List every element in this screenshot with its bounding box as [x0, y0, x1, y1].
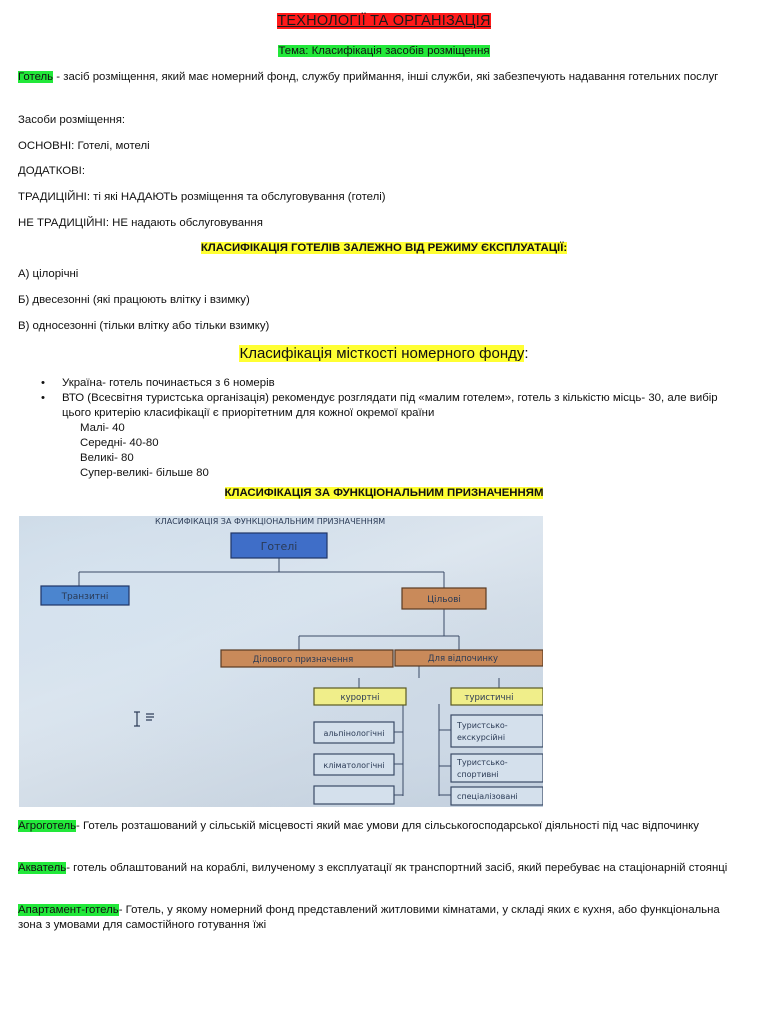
capacity-heading-colon: : — [524, 345, 529, 362]
size-super-large: Супер-великі- більше 80 — [80, 467, 209, 479]
diagram-climate-label: кліматологічні — [323, 761, 385, 770]
definition-text: - Готель розташований у сільській місцевості який має умови для сільськогосподарської діяльності під час відпочинку — [76, 820, 699, 832]
size-small: Малі- 40 — [80, 422, 125, 434]
diagram-root-label: Готелі — [260, 540, 298, 553]
hotel-definition-text: - засіб розміщення, який має номерний фонд, службу приймання, інші служби, які забезпечують надавання готельних послуг — [53, 71, 719, 83]
diagram-resort-label: курортні — [340, 693, 380, 703]
hotel-definition — [18, 70, 733, 85]
diagram-sport-line1: Туристсько- — [457, 758, 508, 767]
diagram-excursion-line2: екскурсійні — [457, 733, 506, 742]
exploitation-item: В) односезонні (тільки влітку або тільки взимку) — [18, 320, 270, 332]
definition-apart-hotel — [18, 903, 733, 933]
functional-heading: КЛАСИФІКАЦІЯ ЗА ФУНКЦІОНАЛЬНИМ ПРИЗНАЧЕННЯМ — [224, 487, 544, 499]
definition-aquatel — [18, 861, 733, 876]
diagram-special-label: спеціалізовані — [457, 792, 518, 801]
diagram-node-empty — [314, 786, 394, 804]
page-title: ТЕХНОЛОГІЇ ТА ОРГАНІЗАЦІЯ — [277, 13, 491, 29]
diagram-target-label: Цільові — [427, 595, 461, 605]
capacity-heading-wrap — [0, 346, 768, 363]
diagram-leisure-label: Для відпочинку — [427, 654, 499, 664]
term-hotel: Готель — [18, 71, 54, 83]
types-label: Засоби розміщення: — [18, 114, 126, 126]
classification-diagram — [19, 516, 543, 807]
text-cursor-icon — [134, 712, 154, 726]
diagram-excursion-line1: Туристсько- — [457, 721, 508, 730]
diagram-sport-line2: спортивні — [457, 770, 499, 779]
classification-diagram-photo — [19, 516, 543, 807]
capacity-bullet: • ВТО (Всесвітня туристська організація) рекомендує розглядати під «малим готелем», готель з кількістю місць- 30, але вибір цього критерію класифікації є приорітетним для кожної окремої країни — [18, 391, 718, 421]
definition-text: - готель облаштований на кораблі, вилученому з експлуатації як транспортний засіб, який перебуває на стаціонарній стоянці — [66, 862, 728, 874]
definition-agrohotel — [18, 819, 733, 834]
functional-heading-wrap — [0, 486, 768, 501]
capacity-list — [18, 376, 718, 481]
term-aquatel: Акватель — [18, 862, 67, 874]
exploitation-heading-wrap — [0, 241, 768, 256]
exploitation-heading: КЛАСИФІКАЦІЯ ГОТЕЛІВ ЗАЛЕЖНО ВІД РЕЖИМУ ЄКСПЛУАТАЦІЇ: — [200, 242, 568, 254]
diagram-transit-label: Транзитні — [61, 592, 109, 602]
diagram-alpine-label: альпінологічні — [323, 729, 385, 738]
exploitation-item: А) цілорічні — [18, 268, 79, 280]
diagram-business-label: Ділового призначення — [252, 655, 354, 665]
size-large: Великі- 80 — [80, 452, 134, 464]
topic-wrap — [0, 44, 768, 59]
diagram-caption: КЛАСИФІКАЦІЯ ЗА ФУНКЦІОНАЛЬНИМ ПРИЗНАЧЕННЯМ — [155, 517, 386, 526]
term-agrohotel: Агроготель — [18, 820, 77, 832]
definition-text: - Готель, у якому номерний фонд представлений житловими кімнатами, у складі яких є кухня, або функціональна зона з умовами для самостійного готування їжі — [18, 904, 720, 931]
diagram-node-excursion — [451, 715, 543, 747]
exploitation-item: Б) двесезонні (які працюють влітку і взимку) — [18, 294, 250, 306]
capacity-bullet: • Україна- готель починається з 6 номерів — [18, 376, 718, 391]
topic-title: Тема: Класифікація засобів розміщення — [278, 45, 490, 57]
diagram-tourist-label: туристичні — [464, 693, 514, 703]
term-apart-hotel: Апартамент-готель — [18, 904, 119, 916]
additional-types: ДОДАТКОВІ: — [18, 165, 85, 177]
traditional-types: ТРАДИЦІЙНІ: ті які НАДАЮТЬ розміщення та обслуговування (готелі) — [18, 191, 386, 203]
nontraditional-types: НЕ ТРАДИЦІЙНІ: НЕ надають обслуговування — [18, 217, 263, 229]
capacity-heading: Класифікація місткості номерного фонду — [239, 345, 525, 362]
page-title-wrap — [0, 14, 768, 30]
size-medium: Середні- 40-80 — [80, 437, 159, 449]
basic-types: ОСНОВНІ: Готелі, мотелі — [18, 140, 150, 152]
